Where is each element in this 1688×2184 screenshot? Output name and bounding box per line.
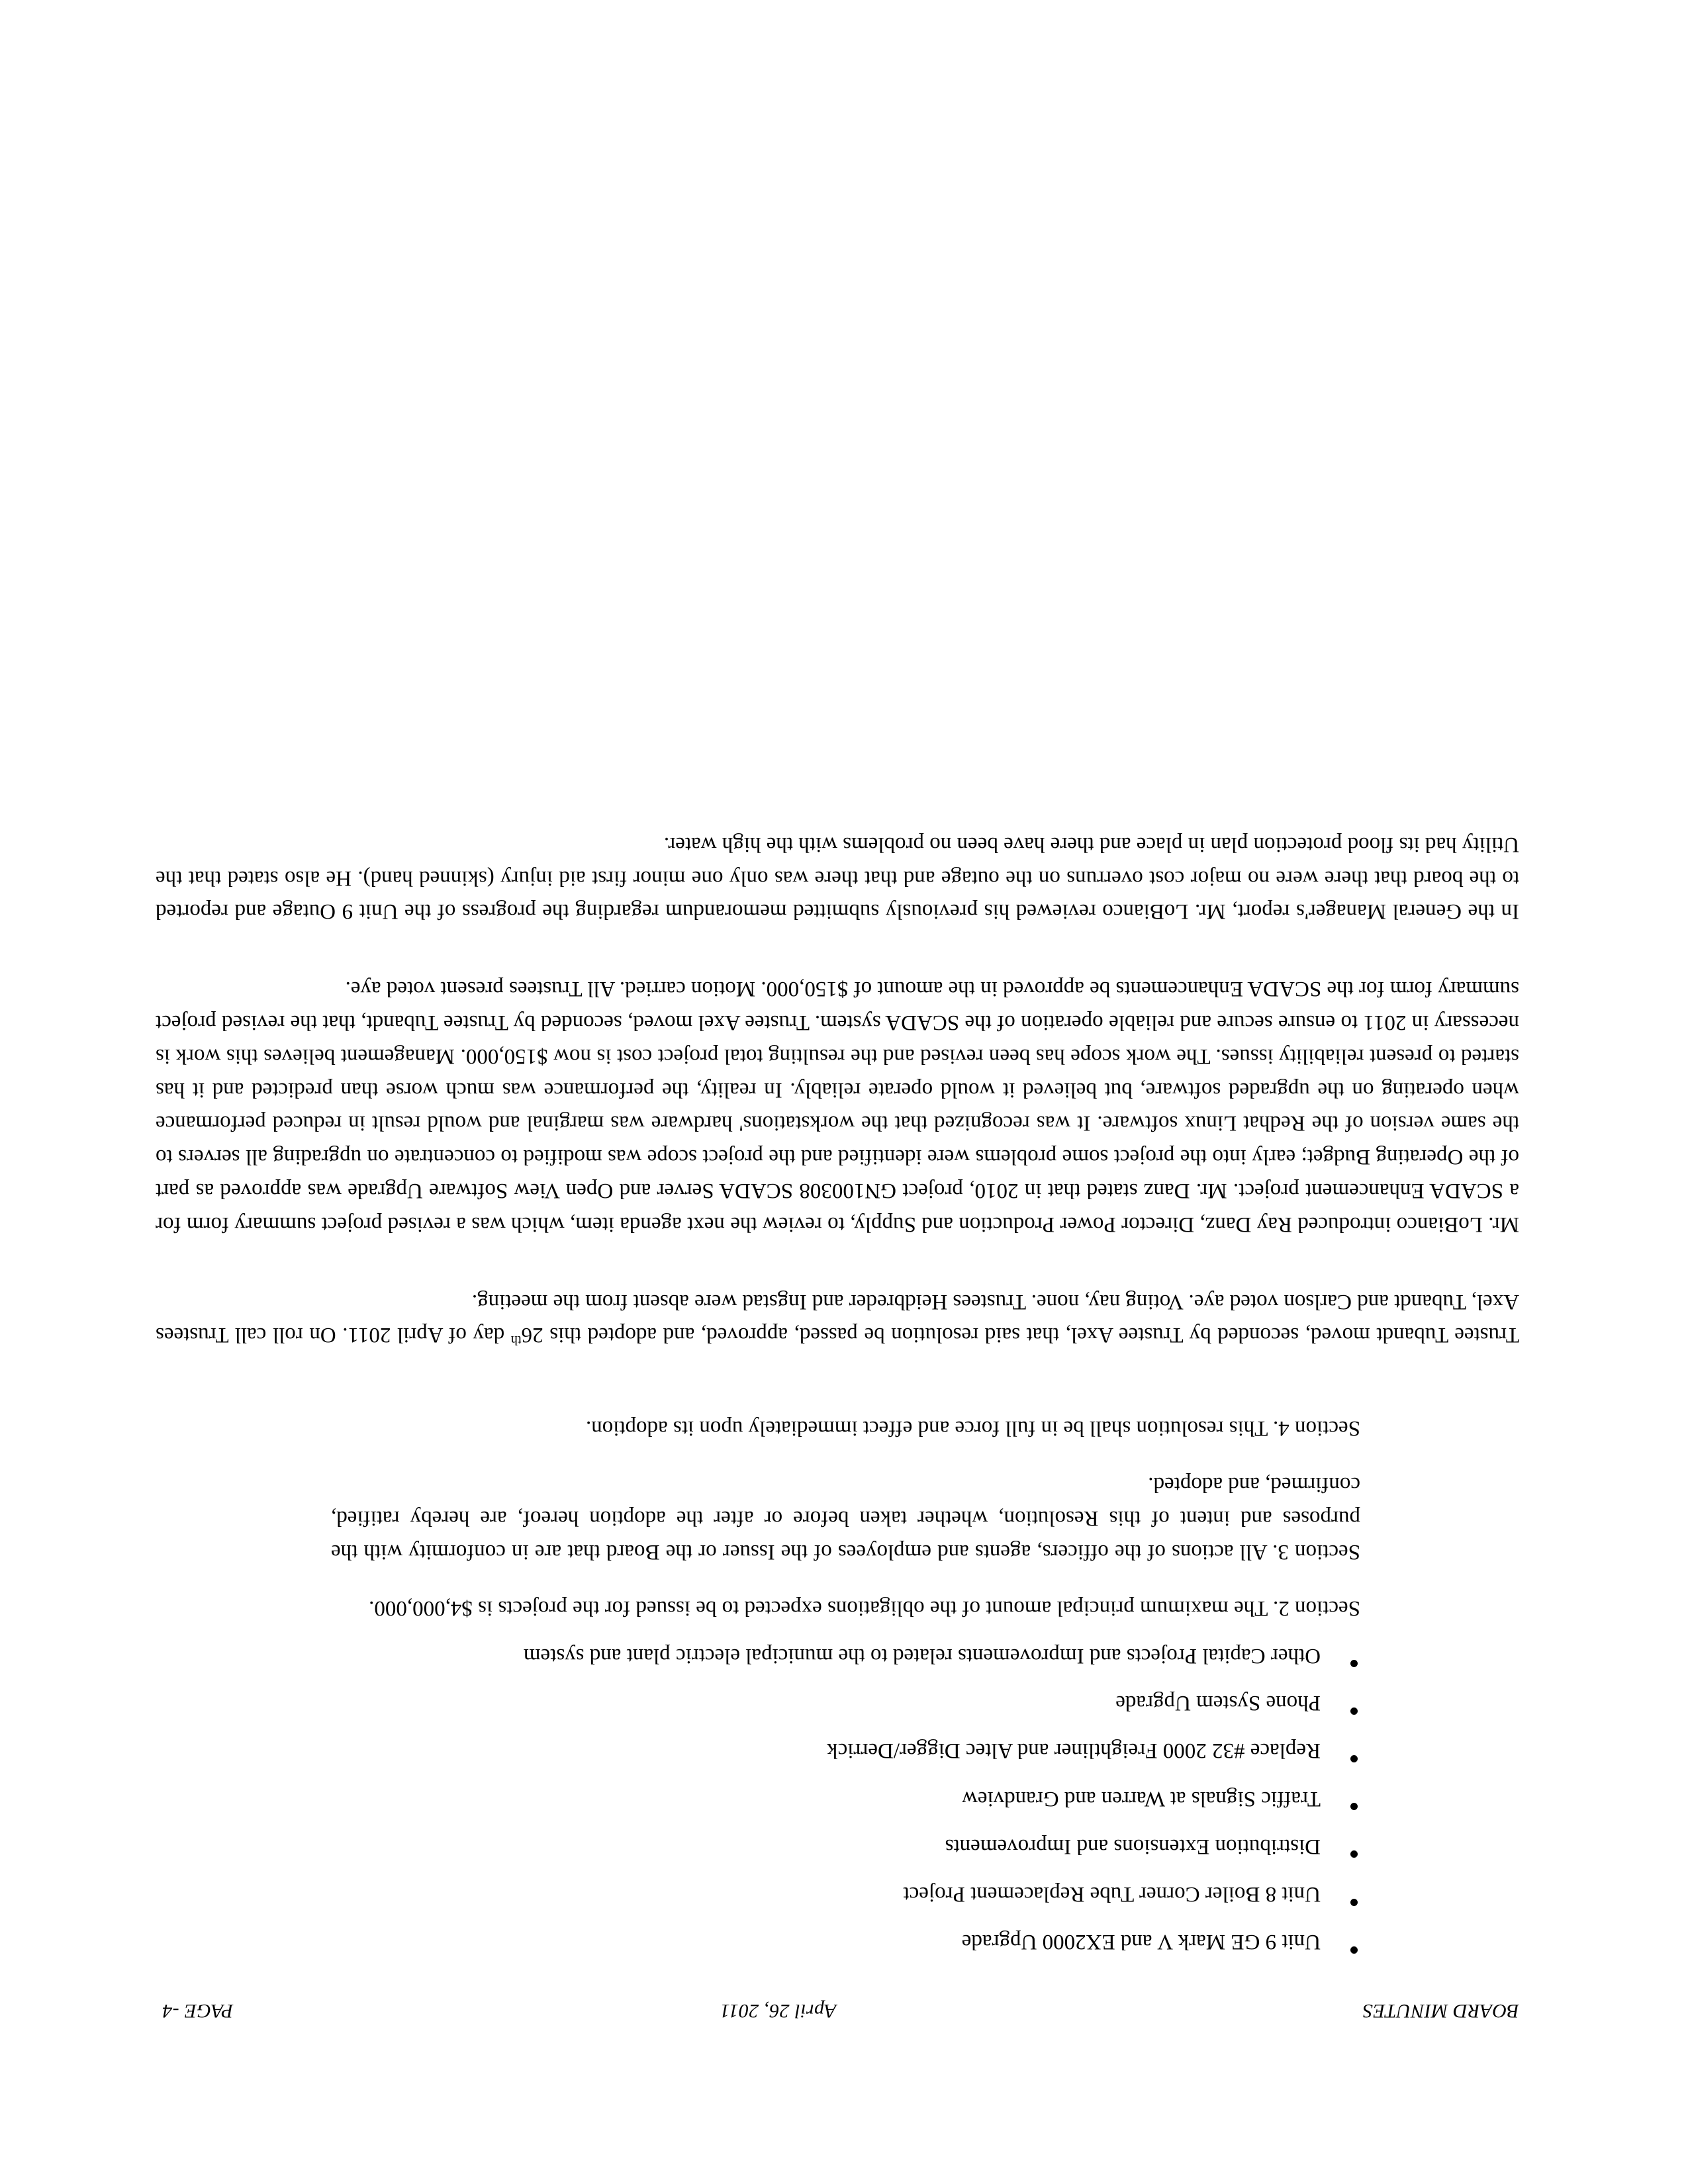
capital-projects-list: [156, 1639, 1519, 1958]
list-item-label: Other Capital Projects and Improvements related to the municipal electric plant and system: [523, 1644, 1321, 1668]
list-item-label: Unit 8 Boiler Corner Tube Replacement Project: [903, 1882, 1321, 1906]
document-body: [156, 825, 1519, 2022]
motion-adoption-paragraph: [156, 1285, 1519, 1352]
list-item: [156, 1686, 1519, 1719]
list-item: [156, 1782, 1519, 1815]
page-header: [156, 1999, 1519, 2022]
paragraph-spacer: [156, 1241, 1519, 1282]
bullet-icon: [1350, 1899, 1358, 1906]
list-item: [156, 1878, 1519, 1911]
list-item: [156, 1830, 1519, 1863]
list-item-label: Distribution Extensions and Improvements: [945, 1834, 1321, 1858]
bullet-icon: [1350, 1946, 1358, 1954]
list-item-label: Phone System Upgrade: [1115, 1691, 1321, 1715]
motion-text-after-superscript: day of April 2011. On roll call Trustees Axel, Tubandt and Carlson voted aye. Voting nay, none. Trustees Heidbreder and Ingstad were absent from the meeting.: [156, 1289, 1519, 1347]
list-item-label: Replace #32 2000 Freightliner and Altec Digger/Derrick: [827, 1739, 1321, 1763]
paragraph-spacer: [156, 928, 1519, 969]
list-item: [156, 1734, 1519, 1767]
header-page-number: PAGE -4: [162, 2000, 234, 2022]
scada-project-paragraph: Mr. LoBianco introduced Ray Danz, Director Power Production and Supply, to review the next agenda item, which was a revised project summary form for a SCADA Enhancement project. Mr. Danz stated that in 2010, project GN100308 SCADA Server and Open View Software Upgrade was approved as part of the Operating Budget; early into the project some problems were identified and the project scope was modified to concentrate on upgrading all servers to the same version of the Redhat Linux software. It was recognized that the workstations' hardware was marginal and would result in reduced performance when operating on the upgraded software, but believed it would operate reliably. In reality, the performance was much worse than predicted and it has started to present reliability issues. The work scope has been revised and the resulting total project cost is now $150,000. Management believes this work is necessary in 2011 to ensure secure and reliable operation of the SCADA system. Trustee Axel moved, seconded by Trustee Tubandt, that the revised project summary form for the SCADA Enhancements be approved in the amount of $150,000. Motion carried. All Trustees present voted aye.: [156, 977, 1519, 1236]
bullet-icon: [1350, 1707, 1358, 1715]
general-manager-report-paragraph: In the General Manager's report, Mr. LoBianco reviewed his previously submitted memorandum regarding the progress of the Unit 9 Outage and reported to the board that there were no major cost overruns on the outage and that there was only one minor first aid injury (skinned hand). He also stated that the Utility had its flood protection plan in place and there have been no problems with the high water.: [156, 832, 1519, 924]
bullet-icon: [1350, 1850, 1358, 1858]
list-item-label: Traffic Signals at Warren and Grandview: [961, 1786, 1321, 1811]
ordinal-superscript: th: [510, 1333, 522, 1348]
bullet-icon: [1350, 1755, 1358, 1762]
header-date: April 26, 2011: [720, 2000, 837, 2022]
list-item: [156, 1925, 1519, 1958]
section-2-paragraph: Section 2. The maximum principal amount of the obligations expected to be issued for the projects is $4,000,000.: [369, 1596, 1360, 1620]
bullet-icon: [1350, 1803, 1358, 1810]
header-document-title: BOARD MINUTES: [1362, 2000, 1519, 2022]
list-item-label: Unit 9 GE Mark V and EX2000 Upgrade: [961, 1930, 1321, 1954]
paragraph-spacer: [156, 1352, 1519, 1409]
section-4-paragraph: Section 4. This resolution shall be in full force and effect immediately upon its adoption.: [585, 1416, 1360, 1441]
bullet-icon: [1350, 1660, 1358, 1667]
list-item: [156, 1639, 1519, 1672]
motion-text-before-superscript: Trustee Tubandt moved, seconded by Trustee Axel, that said resolution be passed, approved, and adopted this 26: [521, 1323, 1519, 1347]
section-3-paragraph: Section 3. All actions of the officers, agents and employees of the Issuer or the Board that are in conformity with the purposes and intent of this Resolution, whether taken before or after the adoption hereof, are hereby ratified, confirmed, and adopted.: [331, 1473, 1360, 1564]
